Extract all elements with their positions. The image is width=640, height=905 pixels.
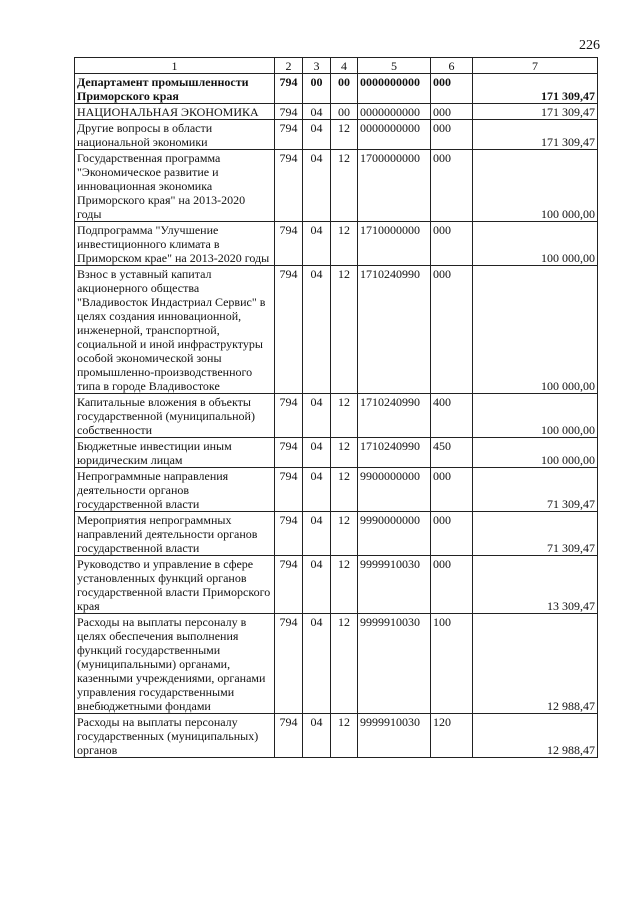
expense-type-cell: 000 bbox=[431, 74, 473, 104]
section-code-cell: 04 bbox=[303, 120, 331, 150]
expense-type-cell: 000 bbox=[431, 120, 473, 150]
subsection-code-cell: 12 bbox=[331, 438, 358, 468]
subsection-code-cell: 12 bbox=[331, 512, 358, 556]
grbs-code-cell: 794 bbox=[275, 714, 303, 758]
table-row bbox=[75, 120, 598, 150]
column-header: 2 bbox=[275, 58, 303, 74]
section-code-cell: 04 bbox=[303, 150, 331, 222]
table-row bbox=[75, 556, 598, 614]
amount-cell: 71 309,47 bbox=[473, 468, 598, 512]
section-code-cell: 04 bbox=[303, 394, 331, 438]
row-name-cell: Капитальные вложения в объекты государственной (муниципальной) собственности bbox=[75, 394, 275, 438]
row-name-cell: Подпрограмма "Улучшение инвестиционного климата в Приморском крае" на 2013-2020 годы bbox=[75, 222, 275, 266]
column-header: 5 bbox=[358, 58, 431, 74]
section-code-cell: 04 bbox=[303, 614, 331, 714]
row-name-cell: Расходы на выплаты персоналу государственных (муниципальных) органов bbox=[75, 714, 275, 758]
table-header-row bbox=[75, 58, 598, 74]
section-code-cell: 04 bbox=[303, 714, 331, 758]
target-article-cell: 9990000000 bbox=[358, 512, 431, 556]
column-header: 4 bbox=[331, 58, 358, 74]
amount-cell: 171 309,47 bbox=[473, 104, 598, 120]
target-article-cell: 1700000000 bbox=[358, 150, 431, 222]
subsection-code-cell: 12 bbox=[331, 222, 358, 266]
table-row bbox=[75, 104, 598, 120]
grbs-code-cell: 794 bbox=[275, 266, 303, 394]
expense-type-cell: 000 bbox=[431, 222, 473, 266]
table-row bbox=[75, 150, 598, 222]
table-row bbox=[75, 394, 598, 438]
subsection-code-cell: 12 bbox=[331, 394, 358, 438]
expense-type-cell: 120 bbox=[431, 714, 473, 758]
section-code-cell: 04 bbox=[303, 468, 331, 512]
target-article-cell: 0000000000 bbox=[358, 74, 431, 104]
subsection-code-cell: 12 bbox=[331, 468, 358, 512]
amount-cell: 171 309,47 bbox=[473, 74, 598, 104]
target-article-cell: 9999910030 bbox=[358, 614, 431, 714]
row-name-cell: НАЦИОНАЛЬНАЯ ЭКОНОМИКА bbox=[75, 104, 275, 120]
target-article-cell: 0000000000 bbox=[358, 104, 431, 120]
section-code-cell: 04 bbox=[303, 512, 331, 556]
subsection-code-cell: 12 bbox=[331, 614, 358, 714]
grbs-code-cell: 794 bbox=[275, 222, 303, 266]
expense-type-cell: 000 bbox=[431, 104, 473, 120]
target-article-cell: 1710240990 bbox=[358, 266, 431, 394]
column-header: 7 bbox=[473, 58, 598, 74]
amount-cell: 100 000,00 bbox=[473, 438, 598, 468]
row-name-cell: Департамент промышленности Приморского края bbox=[75, 74, 275, 104]
amount-cell: 12 988,47 bbox=[473, 614, 598, 714]
table-row bbox=[75, 614, 598, 714]
column-header: 1 bbox=[75, 58, 275, 74]
subsection-code-cell: 12 bbox=[331, 150, 358, 222]
grbs-code-cell: 794 bbox=[275, 394, 303, 438]
section-code-cell: 04 bbox=[303, 438, 331, 468]
amount-cell: 100 000,00 bbox=[473, 222, 598, 266]
expense-type-cell: 000 bbox=[431, 512, 473, 556]
table-row bbox=[75, 468, 598, 512]
table-row bbox=[75, 438, 598, 468]
column-header: 6 bbox=[431, 58, 473, 74]
amount-cell: 100 000,00 bbox=[473, 266, 598, 394]
subsection-code-cell: 00 bbox=[331, 74, 358, 104]
section-code-cell: 04 bbox=[303, 222, 331, 266]
amount-cell: 71 309,47 bbox=[473, 512, 598, 556]
table-row bbox=[75, 222, 598, 266]
section-code-cell: 00 bbox=[303, 74, 331, 104]
subsection-code-cell: 00 bbox=[331, 104, 358, 120]
column-header: 3 bbox=[303, 58, 331, 74]
subsection-code-cell: 12 bbox=[331, 556, 358, 614]
section-code-cell: 04 bbox=[303, 266, 331, 394]
grbs-code-cell: 794 bbox=[275, 556, 303, 614]
expense-type-cell: 100 bbox=[431, 614, 473, 714]
table-body bbox=[75, 58, 598, 758]
expense-type-cell: 400 bbox=[431, 394, 473, 438]
target-article-cell: 9999910030 bbox=[358, 556, 431, 614]
row-name-cell: Другие вопросы в области национальной экономики bbox=[75, 120, 275, 150]
row-name-cell: Бюджетные инвестиции иным юридическим лицам bbox=[75, 438, 275, 468]
expense-type-cell: 450 bbox=[431, 438, 473, 468]
grbs-code-cell: 794 bbox=[275, 438, 303, 468]
target-article-cell: 9999910030 bbox=[358, 714, 431, 758]
section-code-cell: 04 bbox=[303, 556, 331, 614]
table-row bbox=[75, 714, 598, 758]
grbs-code-cell: 794 bbox=[275, 104, 303, 120]
amount-cell: 171 309,47 bbox=[473, 120, 598, 150]
target-article-cell: 9900000000 bbox=[358, 468, 431, 512]
table-row bbox=[75, 74, 598, 104]
row-name-cell: Государственная программа "Экономическое развитие и инновационная экономика Приморского края" на 2013-2020 годы bbox=[75, 150, 275, 222]
amount-cell: 100 000,00 bbox=[473, 394, 598, 438]
section-code-cell: 04 bbox=[303, 104, 331, 120]
budget-table bbox=[74, 57, 598, 758]
page-number: 226 bbox=[579, 38, 600, 53]
subsection-code-cell: 12 bbox=[331, 714, 358, 758]
expense-type-cell: 000 bbox=[431, 266, 473, 394]
grbs-code-cell: 794 bbox=[275, 150, 303, 222]
subsection-code-cell: 12 bbox=[331, 120, 358, 150]
grbs-code-cell: 794 bbox=[275, 74, 303, 104]
amount-cell: 100 000,00 bbox=[473, 150, 598, 222]
row-name-cell: Непрограммные направления деятельности органов государственной власти bbox=[75, 468, 275, 512]
row-name-cell: Мероприятия непрограммных направлений деятельности органов государственной власти bbox=[75, 512, 275, 556]
table-row bbox=[75, 266, 598, 394]
expense-type-cell: 000 bbox=[431, 468, 473, 512]
amount-cell: 13 309,47 bbox=[473, 556, 598, 614]
grbs-code-cell: 794 bbox=[275, 468, 303, 512]
expense-type-cell: 000 bbox=[431, 556, 473, 614]
target-article-cell: 1710000000 bbox=[358, 222, 431, 266]
amount-cell: 12 988,47 bbox=[473, 714, 598, 758]
target-article-cell: 1710240990 bbox=[358, 394, 431, 438]
target-article-cell: 1710240990 bbox=[358, 438, 431, 468]
table-row bbox=[75, 512, 598, 556]
expense-type-cell: 000 bbox=[431, 150, 473, 222]
grbs-code-cell: 794 bbox=[275, 614, 303, 714]
row-name-cell: Взнос в уставный капитал акционерного общества "Владивосток Индастриал Сервис" в целях создания инновационной, инженерной, транспортной, социальной и иной инфраструктуры особой экономической зоны промышленно-производственного типа в городе Владивостоке bbox=[75, 266, 275, 394]
row-name-cell: Расходы на выплаты персоналу в целях обеспечения выполнения функций государственными (муниципальными) органами, казенными учреждениями, органами управления государственными внебюджетными фондами bbox=[75, 614, 275, 714]
row-name-cell: Руководство и управление в сфере установленных функций органов государственной власти Приморского края bbox=[75, 556, 275, 614]
subsection-code-cell: 12 bbox=[331, 266, 358, 394]
grbs-code-cell: 794 bbox=[275, 120, 303, 150]
grbs-code-cell: 794 bbox=[275, 512, 303, 556]
target-article-cell: 0000000000 bbox=[358, 120, 431, 150]
